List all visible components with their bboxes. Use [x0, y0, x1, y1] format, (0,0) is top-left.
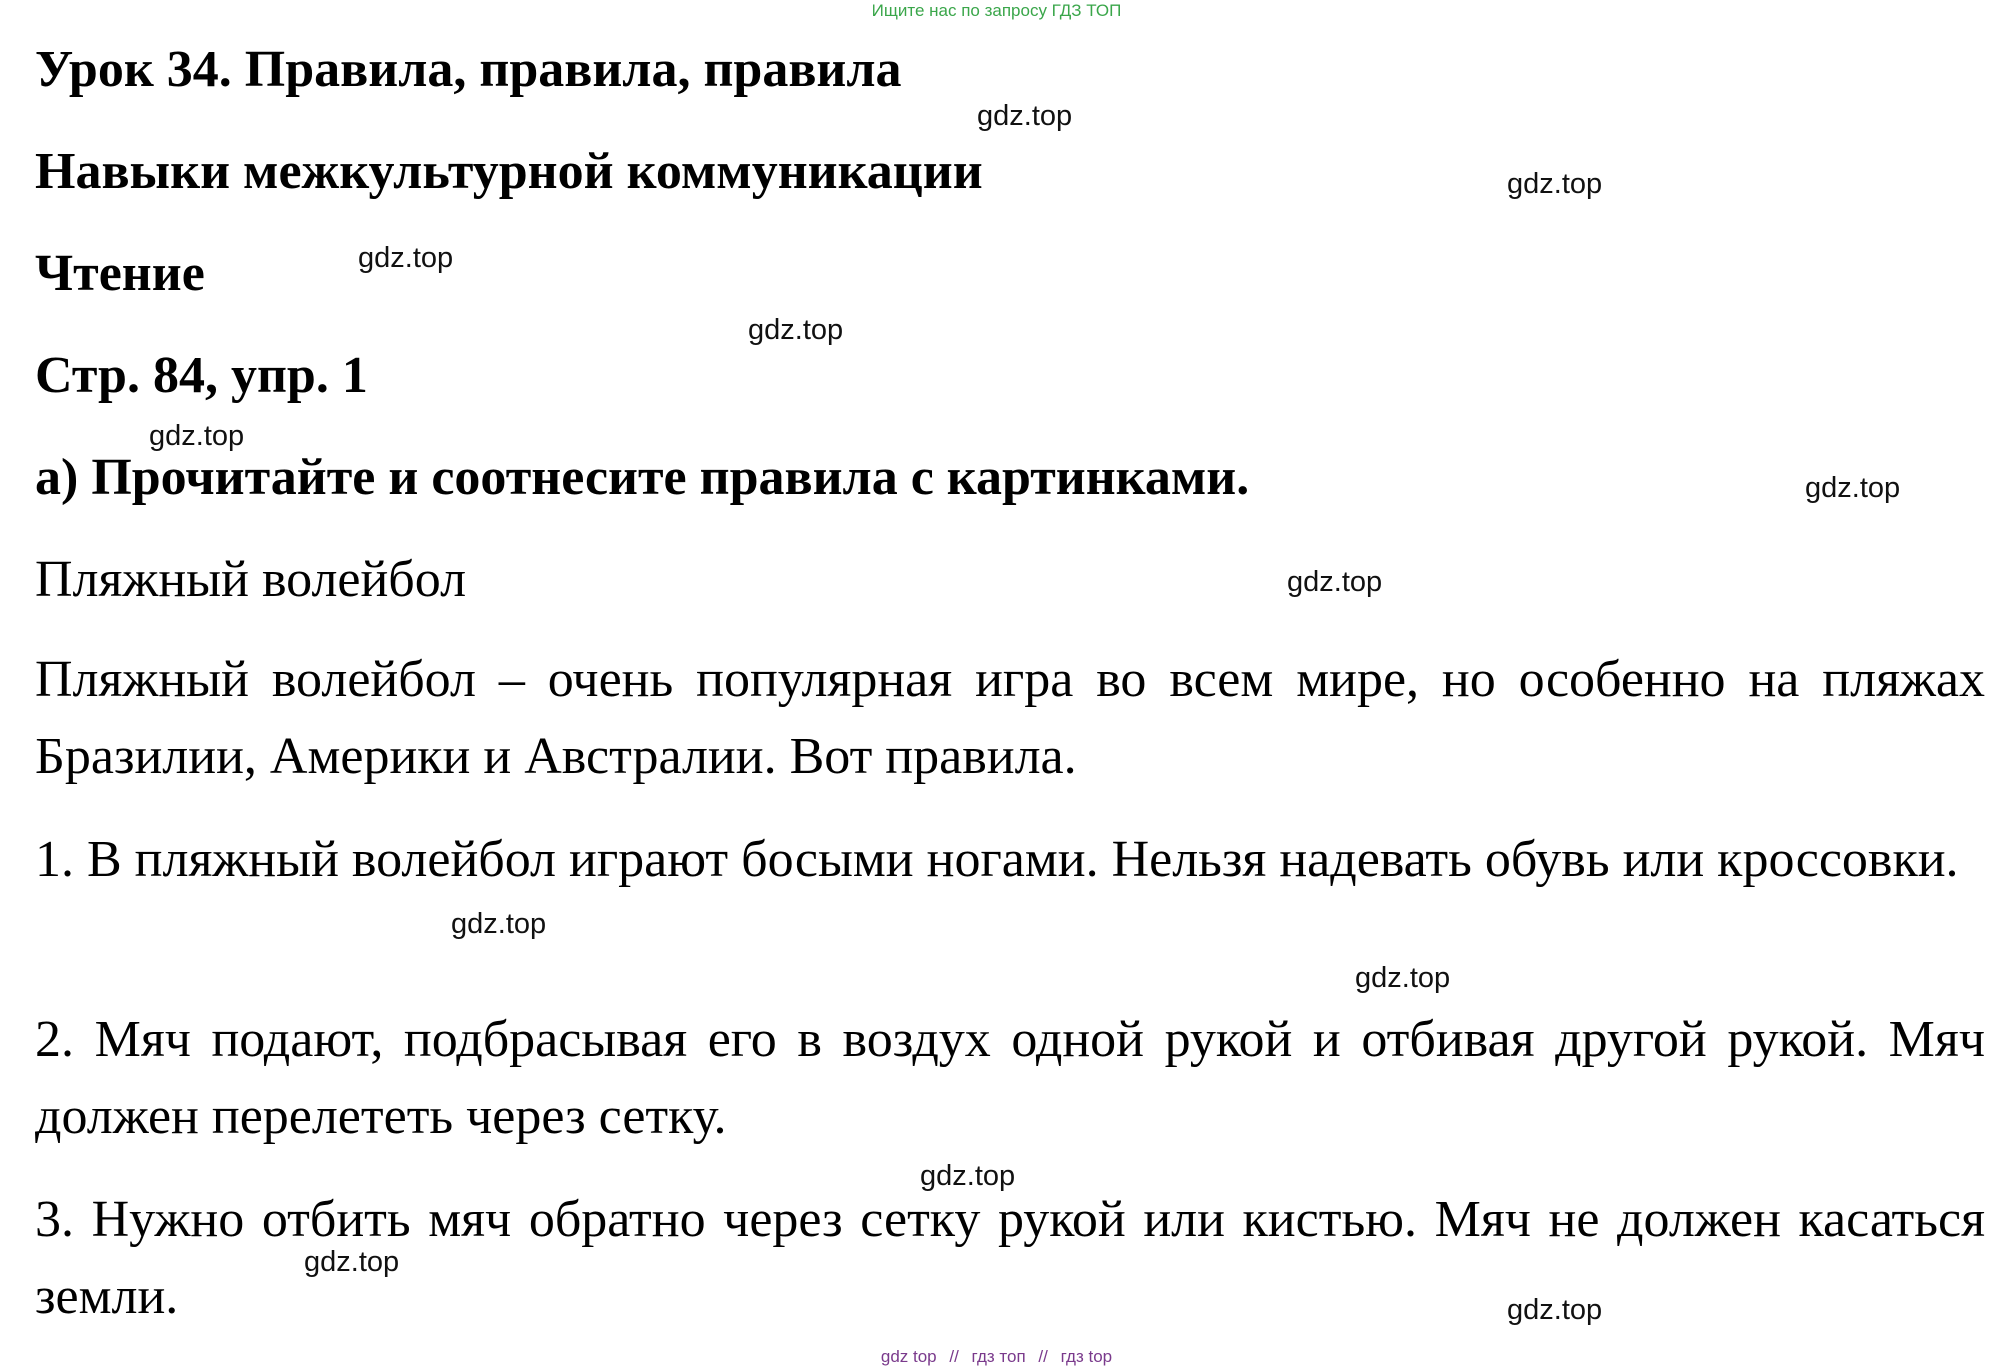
task-instruction: а) Прочитайте и соотнесите правила с картинками.: [35, 449, 1250, 506]
watermark: gdz.top: [1287, 566, 1383, 598]
page-exercise-heading: Стр. 84, упр. 1: [35, 347, 368, 404]
watermark: gdz.top: [977, 100, 1073, 132]
bottom-banner-item: гдз top: [1060, 1347, 1113, 1366]
watermark: gdz.top: [1507, 168, 1603, 200]
rule-2: 2. Мяч подают, подбрасывая его в воздух одной рукой и отбивая другой рукой. Мяч должен перелететь через сетку.: [35, 1011, 1985, 1145]
bottom-banner-separator: //: [949, 1347, 959, 1366]
top-banner: Ищите нас по запросу ГДЗ ТОП: [871, 1, 1122, 20]
bottom-banner: [0, 1347, 1993, 1367]
watermark: gdz.top: [1805, 472, 1901, 504]
rule-1: 1. В пляжный волейбол играют босыми ногами. Нельзя надевать обувь или кроссовки.: [35, 831, 1959, 888]
rule-3: 3. Нужно отбить мяч обратно через сетку рукой или кистью. Мяч не должен касаться земли.: [35, 1191, 1985, 1325]
watermark: gdz.top: [149, 420, 245, 452]
bottom-banner-item: гдз топ: [971, 1347, 1026, 1366]
watermark: gdz.top: [748, 314, 844, 346]
watermark: gdz.top: [920, 1160, 1016, 1192]
bottom-banner-item: gdz top: [880, 1347, 937, 1366]
watermark: gdz.top: [304, 1246, 400, 1278]
section-heading-skills: Навыки межкультурной коммуникации: [35, 143, 983, 200]
watermark: gdz.top: [1507, 1294, 1603, 1326]
lesson-title: Урок 34. Правила, правила, правила: [35, 41, 902, 98]
intro-paragraph: Пляжный волейбол – очень популярная игра во всем мире, но особенно на пляжах Бразилии, Америки и Австралии. Вот правила.: [35, 651, 1985, 785]
text-title: Пляжный волейбол: [35, 551, 467, 608]
watermark: gdz.top: [358, 242, 454, 274]
bottom-banner-separator: //: [1038, 1347, 1048, 1366]
watermark: gdz.top: [451, 908, 547, 940]
section-heading-reading: Чтение: [35, 245, 205, 302]
watermark: gdz.top: [1355, 962, 1451, 994]
